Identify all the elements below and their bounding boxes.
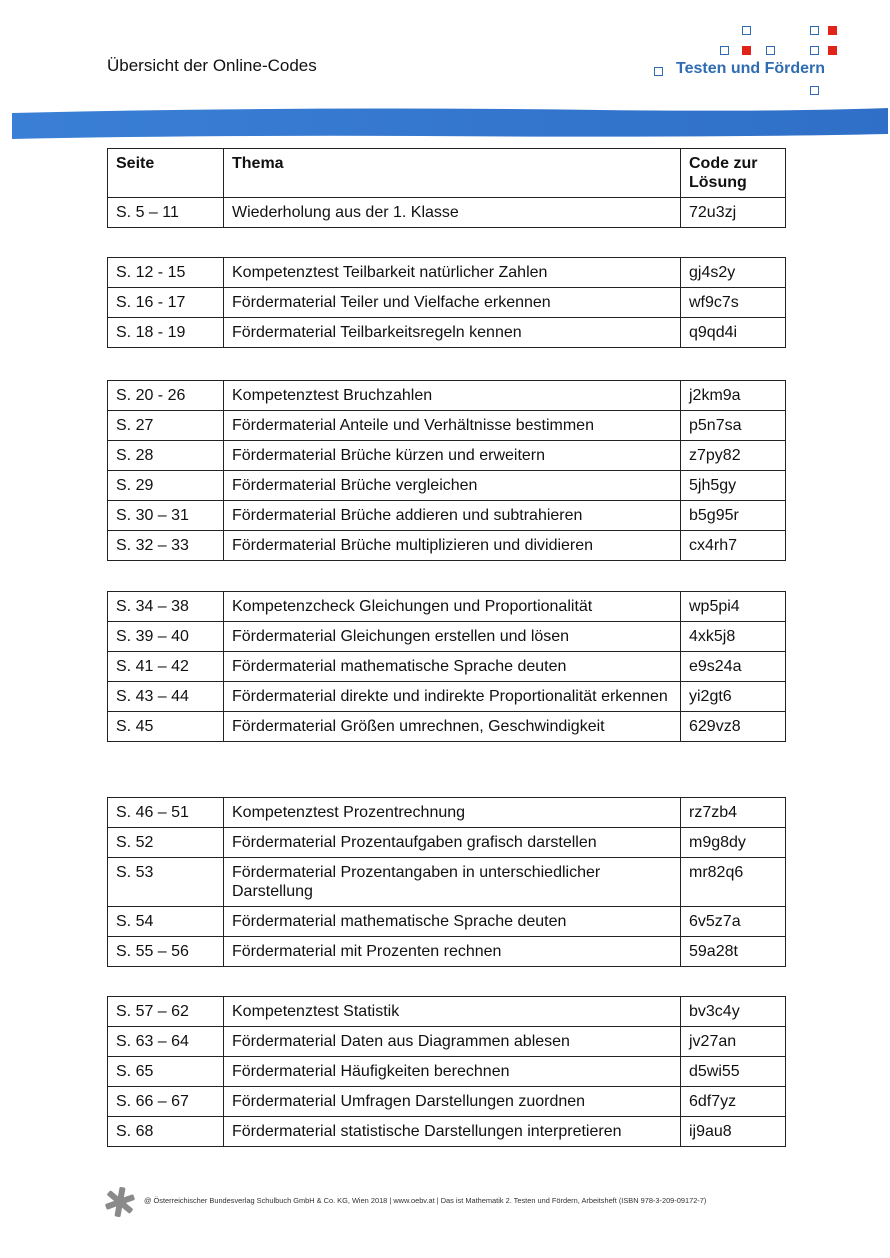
- row-page: S. 12 - 15: [108, 258, 224, 288]
- row-page: S. 5 – 11: [108, 198, 224, 228]
- row-topic: Fördermaterial Teiler und Vielfache erkennen: [224, 288, 681, 318]
- row-code: 6df7yz: [681, 1087, 786, 1117]
- table-row: [108, 501, 786, 531]
- table-row: [108, 592, 786, 622]
- row-page: S. 41 – 42: [108, 652, 224, 682]
- header-page: Seite: [108, 149, 224, 198]
- row-topic: Fördermaterial mathematische Sprache deuten: [224, 907, 681, 937]
- row-topic: Fördermaterial Umfragen Darstellungen zuordnen: [224, 1087, 681, 1117]
- row-topic: Kompetenztest Statistik: [224, 997, 681, 1027]
- row-page: S. 68: [108, 1117, 224, 1147]
- row-code: b5g95r: [681, 501, 786, 531]
- row-topic: Fördermaterial Brüche addieren und subtrahieren: [224, 501, 681, 531]
- row-page: S. 34 – 38: [108, 592, 224, 622]
- row-code: 5jh5gy: [681, 471, 786, 501]
- row-topic: Fördermaterial statistische Darstellungen interpretieren: [224, 1117, 681, 1147]
- table-row: [108, 858, 786, 907]
- table-row: [108, 1087, 786, 1117]
- row-page: S. 43 – 44: [108, 682, 224, 712]
- table-row: [108, 798, 786, 828]
- row-page: S. 46 – 51: [108, 798, 224, 828]
- row-code: ij9au8: [681, 1117, 786, 1147]
- table-row: [108, 288, 786, 318]
- table-row: [108, 381, 786, 411]
- table-row: [108, 1057, 786, 1087]
- row-page: S. 16 - 17: [108, 288, 224, 318]
- table-row: [108, 1117, 786, 1147]
- copyright-text: @ Österreichischer Bundesverlag Schulbuch GmbH & Co. KG, Wien 2018 | www.oebv.at | Das ist Mathematik 2. Testen und Fördern, Arbeitsheft (ISBN 978-3-209-09172-7): [144, 1196, 707, 1205]
- header-code: Code zur Lösung: [681, 149, 786, 198]
- row-page: S. 52: [108, 828, 224, 858]
- table-row: [108, 531, 786, 561]
- row-topic: Fördermaterial Gleichungen erstellen und lösen: [224, 622, 681, 652]
- logo-text: Testen und Fördern: [676, 60, 826, 77]
- row-code: mr82q6: [681, 858, 786, 907]
- row-code: p5n7sa: [681, 411, 786, 441]
- row-topic: Fördermaterial direkte und indirekte Proportionalität erkennen: [224, 682, 681, 712]
- row-topic: Fördermaterial Anteile und Verhältnisse bestimmen: [224, 411, 681, 441]
- row-topic: Kompetenzcheck Gleichungen und Proportionalität: [224, 592, 681, 622]
- row-code: z7py82: [681, 441, 786, 471]
- row-code: e9s24a: [681, 652, 786, 682]
- codes-table-group-3: [107, 380, 786, 561]
- row-topic: Fördermaterial Brüche kürzen und erweitern: [224, 441, 681, 471]
- table-row: [108, 411, 786, 441]
- row-page: S. 53: [108, 858, 224, 907]
- table-row: [108, 682, 786, 712]
- row-code: jv27an: [681, 1027, 786, 1057]
- row-page: S. 54: [108, 907, 224, 937]
- row-page: S. 32 – 33: [108, 531, 224, 561]
- row-page: S. 29: [108, 471, 224, 501]
- table-row: [108, 471, 786, 501]
- table-row: [108, 1027, 786, 1057]
- row-page: S. 30 – 31: [108, 501, 224, 531]
- row-code: 59a28t: [681, 937, 786, 967]
- table-row: [108, 937, 786, 967]
- row-code: bv3c4y: [681, 997, 786, 1027]
- row-page: S. 66 – 67: [108, 1087, 224, 1117]
- table-row: [108, 441, 786, 471]
- row-topic: Kompetenztest Teilbarkeit natürlicher Zahlen: [224, 258, 681, 288]
- row-topic: Wiederholung aus der 1. Klasse: [224, 198, 681, 228]
- table-row: [108, 622, 786, 652]
- row-code: d5wi55: [681, 1057, 786, 1087]
- row-page: S. 65: [108, 1057, 224, 1087]
- header-topic: Thema: [224, 149, 681, 198]
- table-row: [108, 198, 786, 228]
- row-page: S. 63 – 64: [108, 1027, 224, 1057]
- row-topic: Fördermaterial mit Prozenten rechnen: [224, 937, 681, 967]
- codes-table-group-1: [107, 148, 786, 228]
- codes-table-group-5: [107, 797, 786, 967]
- row-code: 6v5z7a: [681, 907, 786, 937]
- table-row: [108, 652, 786, 682]
- row-topic: Fördermaterial Brüche vergleichen: [224, 471, 681, 501]
- row-topic: Kompetenztest Prozentrechnung: [224, 798, 681, 828]
- row-code: wf9c7s: [681, 288, 786, 318]
- row-topic: Fördermaterial Brüche multiplizieren und dividieren: [224, 531, 681, 561]
- row-code: 629vz8: [681, 712, 786, 742]
- page-title: Übersicht der Online-Codes: [107, 56, 317, 75]
- codes-table-group-2: [107, 257, 786, 348]
- row-code: 72u3zj: [681, 198, 786, 228]
- row-page: S. 20 - 26: [108, 381, 224, 411]
- row-code: j2km9a: [681, 381, 786, 411]
- header-stripe: [0, 104, 890, 144]
- table-row: [108, 828, 786, 858]
- row-page: S. 28: [108, 441, 224, 471]
- row-page: S. 45: [108, 712, 224, 742]
- publisher-asterisk-icon: [104, 1186, 136, 1218]
- table-row: [108, 997, 786, 1027]
- row-topic: Fördermaterial mathematische Sprache deuten: [224, 652, 681, 682]
- table-row: [108, 258, 786, 288]
- table-row: [108, 712, 786, 742]
- row-code: cx4rh7: [681, 531, 786, 561]
- row-page: S. 55 – 56: [108, 937, 224, 967]
- row-topic: Fördermaterial Häufigkeiten berechnen: [224, 1057, 681, 1087]
- table-row: [108, 318, 786, 348]
- row-topic: Fördermaterial Prozentaufgaben grafisch darstellen: [224, 828, 681, 858]
- row-code: gj4s2y: [681, 258, 786, 288]
- row-code: 4xk5j8: [681, 622, 786, 652]
- row-code: m9g8dy: [681, 828, 786, 858]
- table-header-row: [108, 149, 786, 198]
- codes-table-group-4: [107, 591, 786, 742]
- row-topic: Fördermaterial Größen umrechnen, Geschwindigkeit: [224, 712, 681, 742]
- codes-table-group-6: [107, 996, 786, 1147]
- row-code: wp5pi4: [681, 592, 786, 622]
- row-topic: Fördermaterial Prozentangaben in unterschiedlicher Darstellung: [224, 858, 681, 907]
- row-topic: Fördermaterial Daten aus Diagrammen ablesen: [224, 1027, 681, 1057]
- row-code: rz7zb4: [681, 798, 786, 828]
- table-row: [108, 907, 786, 937]
- row-topic: Fördermaterial Teilbarkeitsregeln kennen: [224, 318, 681, 348]
- row-code: yi2gt6: [681, 682, 786, 712]
- testen-und-foerdern-logo: [650, 22, 870, 100]
- row-topic: Kompetenztest Bruchzahlen: [224, 381, 681, 411]
- row-page: S. 18 - 19: [108, 318, 224, 348]
- row-page: S. 57 – 62: [108, 997, 224, 1027]
- row-code: q9qd4i: [681, 318, 786, 348]
- row-page: S. 39 – 40: [108, 622, 224, 652]
- row-page: S. 27: [108, 411, 224, 441]
